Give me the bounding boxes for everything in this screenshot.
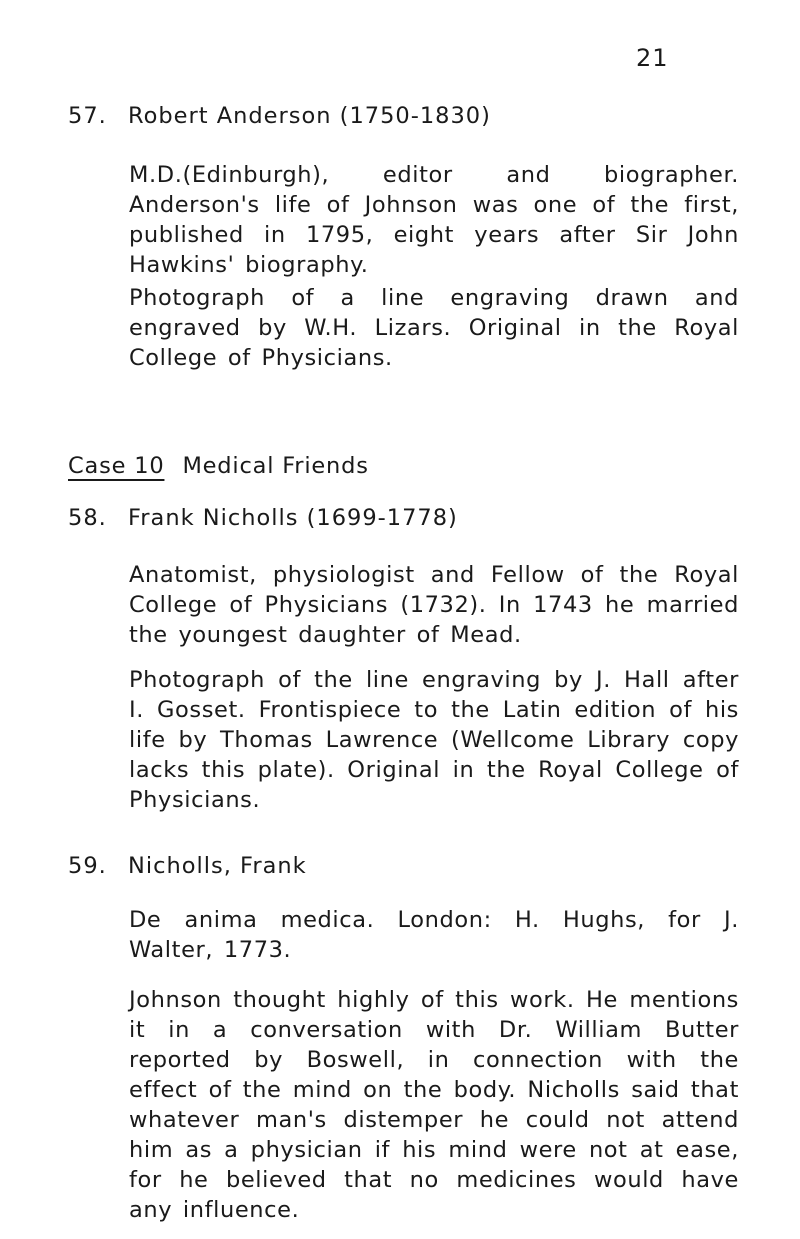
case-10-heading <box>68 453 369 479</box>
entry-57-title: Robert Anderson (1750-1830) <box>128 103 491 129</box>
entry-57-heading <box>68 103 491 129</box>
entry-58-description: Anatomist, physiologist and Fellow of the Royal College of Physicians (1732). In 1743 he married the youngest daughter of Mead. <box>129 562 739 648</box>
entry-59-citation: De anima medica. London: H. Hughs, for J. Walter, 1773. <box>129 907 739 963</box>
page-number: 21 <box>636 44 669 72</box>
entry-57-number: 57. <box>68 103 107 129</box>
entry-58-number: 58. <box>68 505 107 531</box>
entry-57-source: Photograph of a line engraving drawn and engraved by W.H. Lizars. Original in the Royal College of Physicians. <box>129 285 739 371</box>
entry-58-heading <box>68 505 458 531</box>
case-10-label: Case 10 <box>68 453 165 479</box>
entry-59-commentary: Johnson thought highly of this work. He mentions it in a conversation with Dr. William Butter reported by Boswell, in connection with the effect of the mind on the body. Nicholls said that whatever man's distemper he could not attend him as a physician if his mind were not at ease, for he believed that no medicines would have any influence. <box>129 987 739 1223</box>
entry-58-title: Frank Nicholls (1699-1778) <box>128 505 458 531</box>
entry-58-source: Photograph of the line engraving by J. Hall after I. Gosset. Frontispiece to the Latin edition of his life by Thomas Lawrence (Wellcome Library copy lacks this plate). Original in the Royal College of Physicians. <box>129 667 739 813</box>
case-10-title: Medical Friends <box>182 453 369 479</box>
entry-59-heading <box>68 853 307 879</box>
entry-59-title: Nicholls, Frank <box>128 853 307 879</box>
entry-57-description: M.D.(Edinburgh), editor and biographer. Anderson's life of Johnson was one of the first, published in 1795, eight years after Sir John Hawkins' biography. <box>129 162 739 278</box>
entry-59-number: 59. <box>68 853 107 879</box>
